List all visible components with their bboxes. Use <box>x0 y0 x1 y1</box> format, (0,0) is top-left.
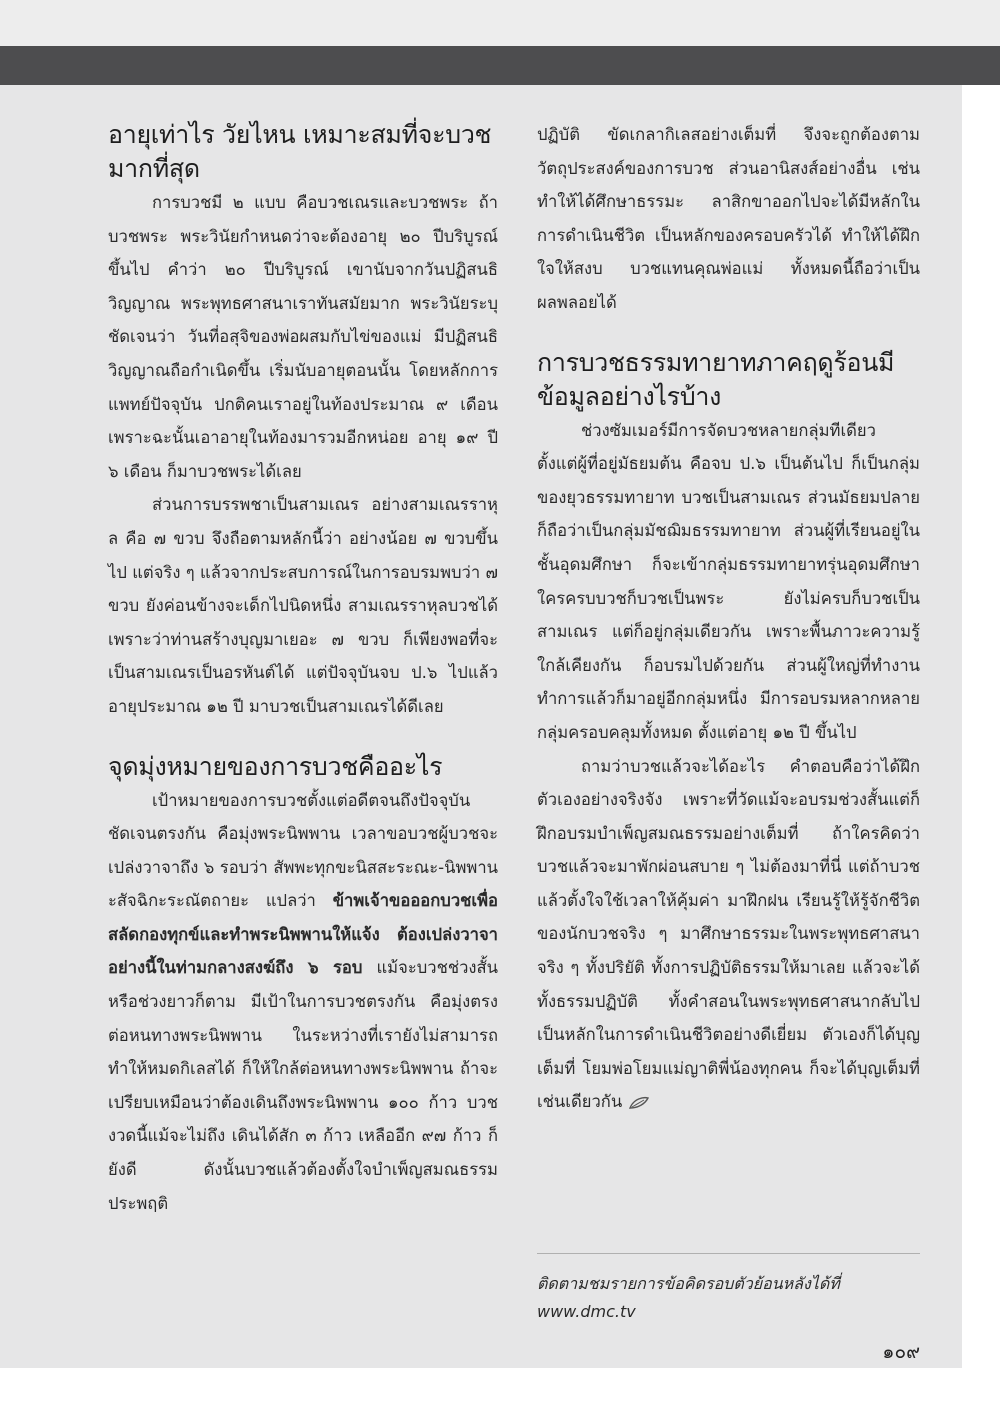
right-column <box>537 118 920 1119</box>
paragraph-ordination-goal <box>108 784 498 1221</box>
paragraph-summer-groups: ช่วงซัมเมอร์มีการจัดบวชหลายกลุ่มทีเดียว ตั้งแต่ผู้ที่อยู่มัธยมต้น คือจบ ป.๖ เป็นต้นไป ก็เป็นกลุ่มของยุวธรรมทายาท บวชเป็นสามเณร ส่วนมัธยมปลาย ก็ถือว่าเป็นกลุ่มมัชฌิมธรรมทายาท ส่วนผู้ที่เรียนอยู่ในชั้นอุดมศึกษา ก็จะเข้ากลุ่มธรรมทายาทรุ่นอุดมศึกษา ใครครบบวชก็บวชเป็นพระ ยังไม่ครบก็บวชเป็นสามเณร แต่ก็อยู่กลุ่มเดียวกัน เพราะพื้นภาวะความรู้ใกล้เคียงกัน ก็อบรมไปด้วยกัน ส่วนผู้ใหญ่ที่ทำงานทำการแล้วก็มาอยู่อีกกลุ่มหนึ่ง มีการอบรมหลากหลายกลุ่มครอบคลุมทั้งหมด ตั้งแต่อายุ ๑๒ ปี ขึ้นไป <box>537 420 920 742</box>
paragraph-novice-age: ส่วนการบรรพชาเป็นสามเณร อย่างสามเณรราหุล คือ ๗ ขวบ จึงถือตามหลักนี้ว่า อย่างน้อย ๗ ขวบขึ้นไป แต่จริง ๆ แล้วจากประสบการณ์ในการอบรมพบว่า ๗ ขวบ ยังค่อนข้างจะเด็กไปนิดหนึ่ง สามเณรราหุลบวชได้ เพราะว่าท่านสร้างบุญมาเยอะ ๗ ขวบ ก็เพียงพอที่จะเป็นสามเณรเป็นอรหันต์ได้ แต่ปัจจุบันจบ ป.๖ ไปแล้ว อายุประมาณ ๑๒ ปี มาบวชเป็นสามเณรได้ดีเลย <box>108 495 498 716</box>
footer-note <box>537 1253 920 1326</box>
header-bar <box>0 0 1000 85</box>
goal-text-end: แม้จะบวชช่วงสั้นหรือช่วงยาวก็ตาม มีเป้าในการบวชตรงกัน คือมุ่งตรงต่อหนทางพระนิพพาน ในระหว่างที่เรายังไม่สามารถทำให้หมดกิเลสได้ ก็ให้ใกล้ต่อหนทางพระนิพพาน ถ้าจะเปรียบเหมือนว่าต้องเดินถึงพระนิพพาน ๑๐๐ ก้าว บวชงวดนี้แม้จะไม่ถึง เดินได้สัก ๓ ก้าว เหลืออีก ๙๗ ก้าว ก็ยังดี ดังนั้นบวชแล้วต้องตั้งใจบำเพ็ญสมณธรรม ประพฤติ <box>108 958 498 1213</box>
paragraph-ordination-age: การบวชมี ๒ แบบ คือบวชเณรและบวชพระ ถ้าบวชพระ พระวินัยกำหนดว่าจะต้องอายุ ๒๐ ปีบริบูรณ์ขึ้นไป คำว่า ๒๐ ปีบริบูรณ์ เขานับจากวันปฏิสนธิวิญญาณ พระพุทธศาสนาเราทันสมัยมาก พระวินัยระบุชัดเจนว่า วันที่อสุจิของพ่อผสมกับไข่ของแม่ มีปฏิสนธิวิญญาณถือกำเนิดขึ้น เริ่มนับอายุตอนนั้น โดยหลักการแพทย์ปัจจุบัน ปกติคนเราอยู่ในท้องประมาณ ๙ เดือน เพราะฉะนั้นเอาอายุในท้องมารวมอีกหน่อย อายุ ๑๙ ปี ๖ เดือน ก็มาบวชพระได้เลย <box>108 193 498 481</box>
goal-text-emphasis: ข้าพเจ้าขอออกบวชเพื่อสลัดกองทุกข์และทำพระนิพพานให้แจ้ง ต้องเปล่งวาจาอย่างนี้ในท่ามกลางสงฆ์ถึง ๖ รอบ <box>108 891 498 978</box>
goal-text-start: เป้าหมายของการบวชตั้งแต่อดีตจนถึงปัจจุบันชัดเจนตรงกัน คือมุ่งพระนิพพาน เวลาขอบวชผู้บวชจะเปล่งวาจาถึง ๖ รอบว่า สัพพะทุกขะนิสสะระณะ-นิพพานะสัจฉิกะระณัตถายะ แปลว่า <box>108 790 498 911</box>
footer-note-text: ติดตามชมรายการข้อคิดรอบตัวย้อนหลังได้ที่ <box>537 1274 840 1293</box>
gain-text: ถามว่าบวชแล้วจะได้อะไร คำตอบคือว่าได้ฝึกตัวเองอย่างจริงจัง เพราะที่วัดแม้จะอบรมช่วงสั้นแต่ก็ฝึกอบรมบำเพ็ญสมณธรรมอย่างเต็มที่ ถ้าใครคิดว่าบวชแล้วจะมาพักผ่อนสบาย ๆ ไม่ต้องมาที่นี่ แต่ถ้าบวชแล้วตั้งใจใช้เวลาให้คุ้มค่า มาฝึกฝน เรียนรู้ให้รู้จักชีวิตของนักบวชจริง ๆ มาศึกษาธรรมะในพระพุทธศาสนาจริง ๆ ทั้งปริยัติ ทั้งการปฏิบัติธรรมให้มาเลย แล้วจะได้ทั้งธรรมปฏิบัติ ทั้งคำสอนในพระพุทธศาสนากลับไปเป็นหลักในการดำเนินชีวิตอย่างดีเยี่ยม ตัวเองก็ได้บุญเต็มที่ โยมพ่อโยมแม่ญาติพี่น้องทุกคน ก็จะได้บุญเต็มที่เช่นเดียวกัน <box>537 756 920 1112</box>
paragraph-what-you-gain <box>537 750 920 1120</box>
paragraph-benefits: ปฏิบัติ ขัดเกลากิเลสอย่างเต็มที่ จึงจะถูกต้องตามวัตถุประสงค์ของการบวช ส่วนอานิสงส์อย่างอื่น เช่น ทำให้ได้ศึกษาธรรมะ ลาสิกขาออกไปจะได้มีหลักในการดำเนินชีวิต เป็นหลักของครอบครัวได้ ทำให้ได้ฝึกใจให้สงบ บวชแทนคุณพ่อแม่ ทั้งหมดนี้ถือว่าเป็นผลพลอยได้ <box>537 125 920 312</box>
footer-website: www.dmc.tv <box>537 1302 636 1321</box>
page-number: ๑๐๙ <box>882 1341 920 1363</box>
heading-ordination-goal: จุดมุ่งหมายของการบวชคืออะไร <box>108 751 443 781</box>
leaf-end-icon <box>628 1096 650 1110</box>
heading-age-to-ordain: อายุเท่าไร วัยไหน เหมาะสมที่จะบวชมากที่สุด <box>108 120 492 183</box>
left-column <box>108 118 498 1220</box>
heading-summer-ordination: การบวชธรรมทายาทภาคฤดูร้อนมีข้อมูลอย่างไรบ้าง <box>537 347 895 411</box>
footer-divider <box>537 1253 920 1254</box>
